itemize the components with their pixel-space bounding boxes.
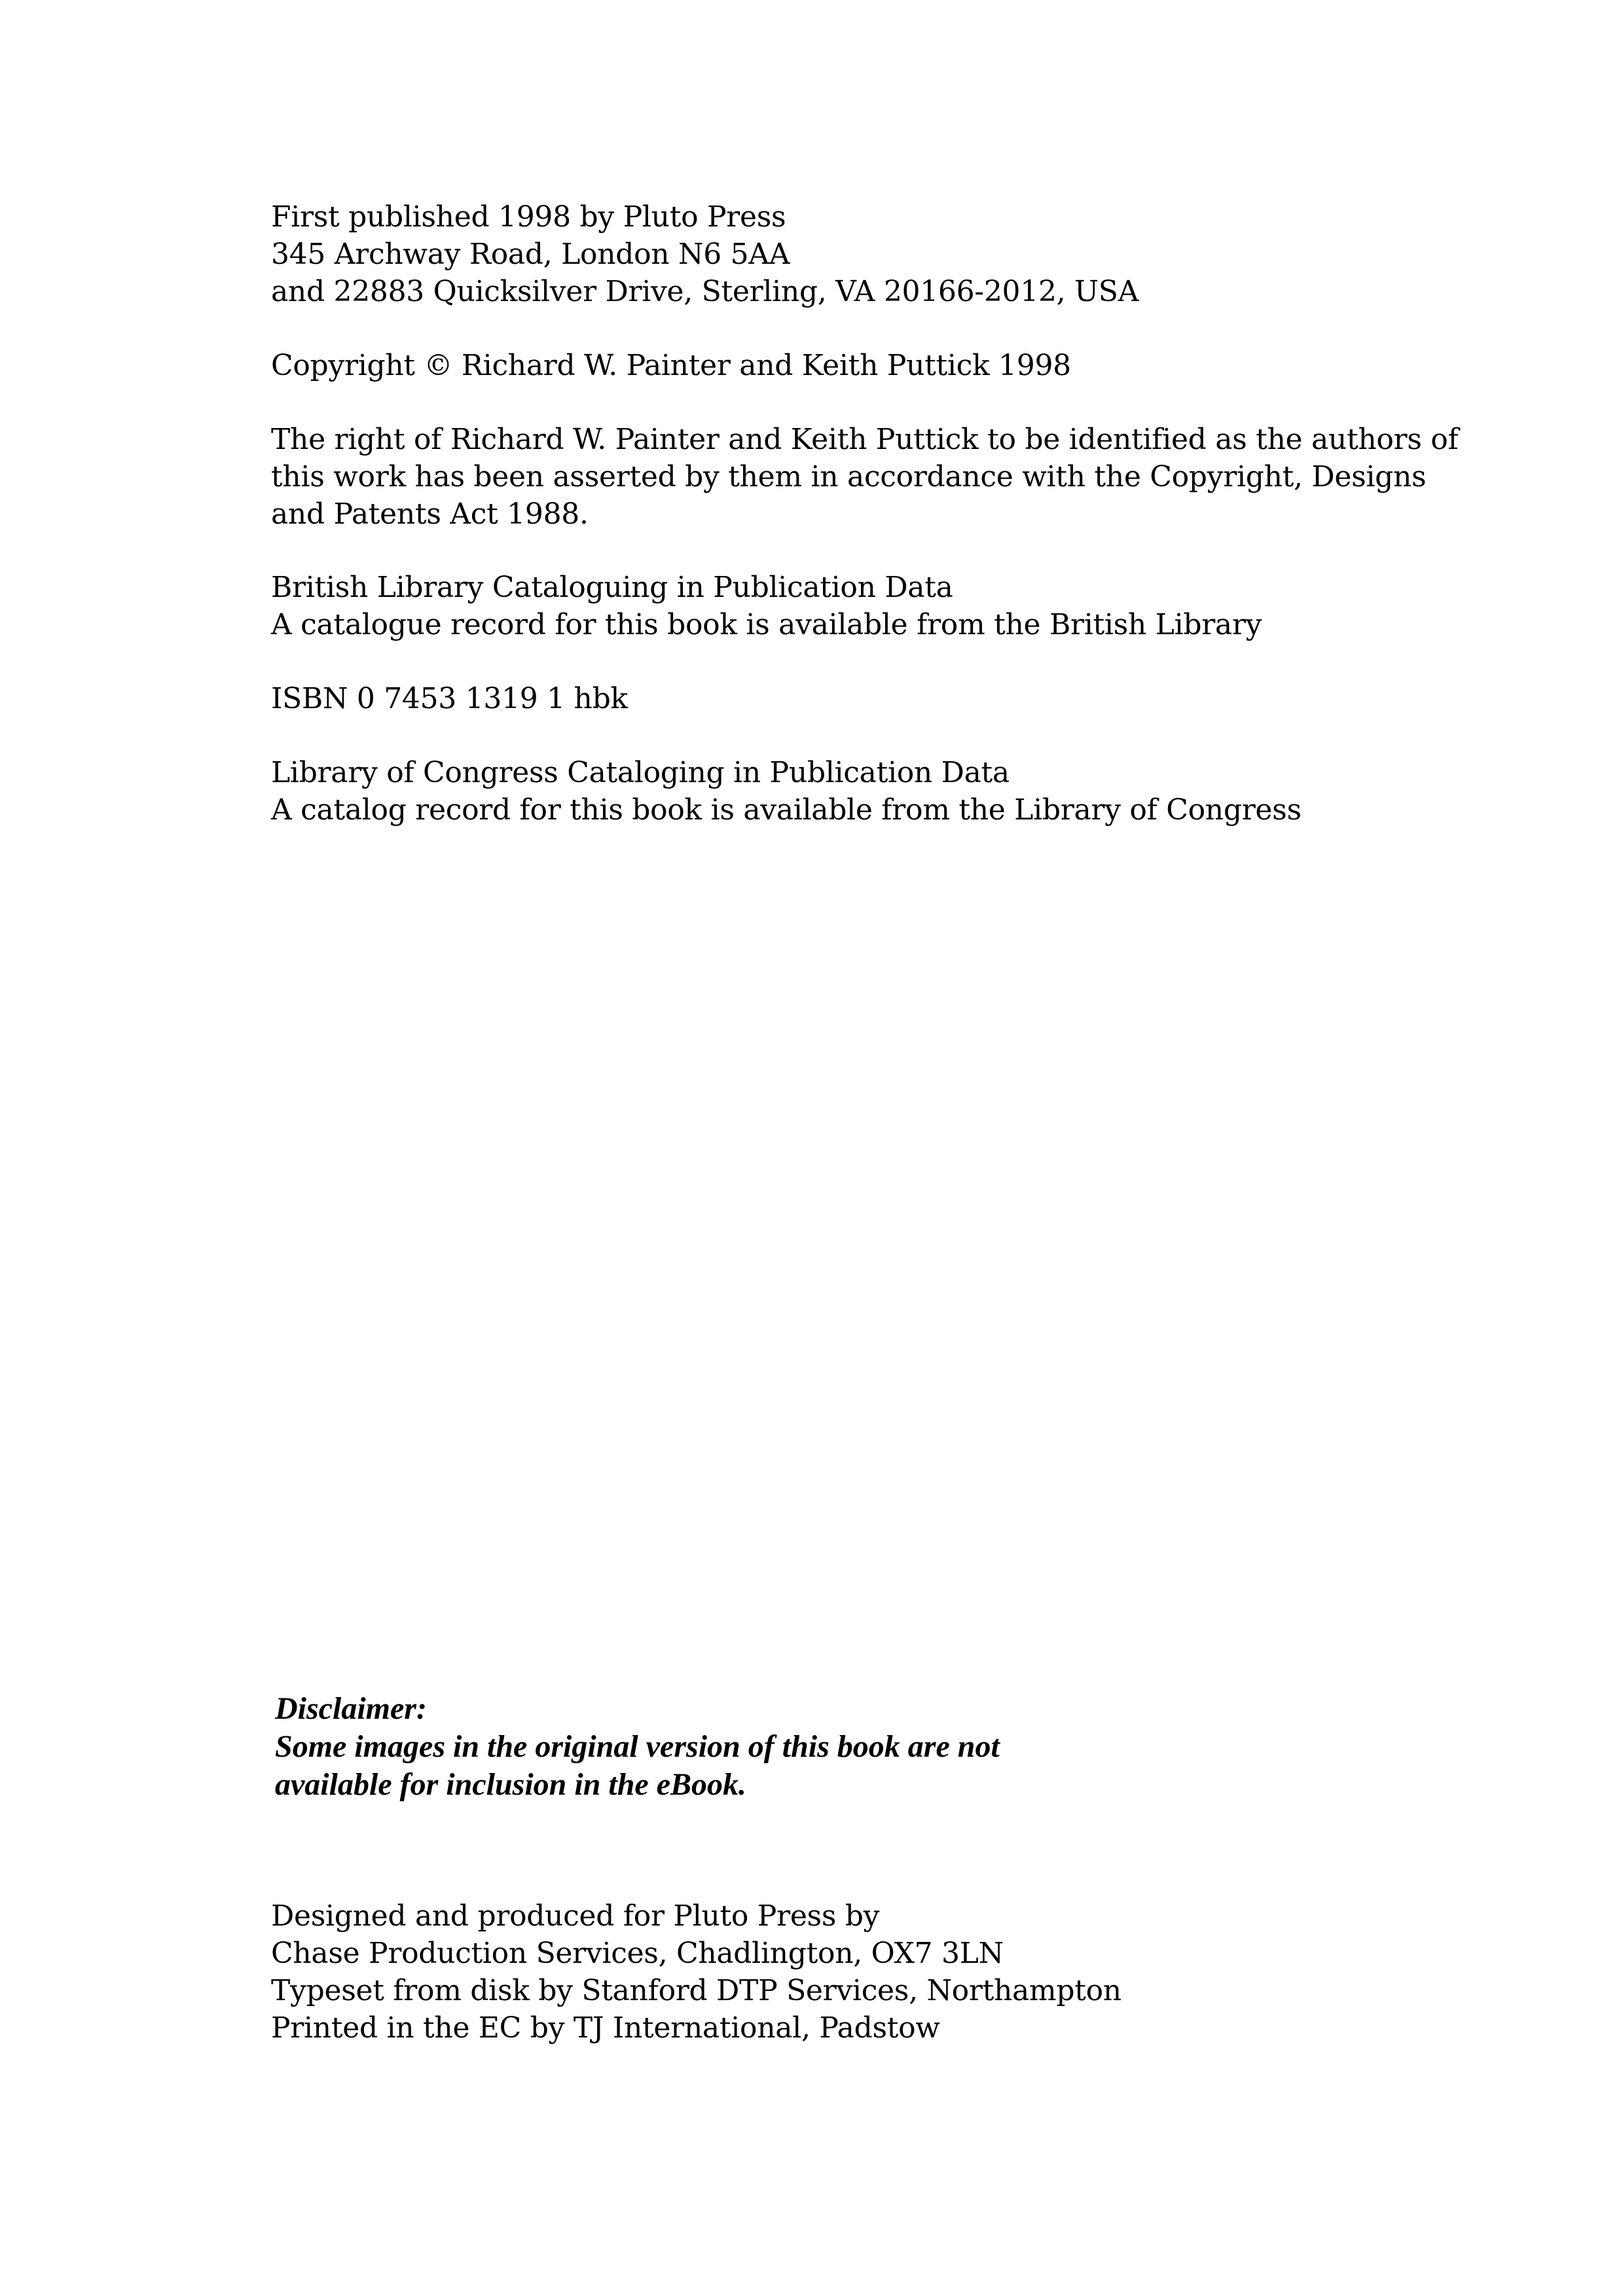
disclaimer-line-2: available for inclusion in the eBook. (275, 1767, 747, 1802)
isbn-block (271, 680, 1384, 717)
publisher-block (271, 198, 1384, 310)
isbn-number: ISBN 0 7453 1319 1 hbk (271, 682, 628, 715)
copyright-block (271, 347, 1384, 384)
copyright-notice: Copyright © Richard W. Painter and Keith Puttick 1998 (271, 349, 1071, 382)
publisher-address-us: and 22883 Quicksilver Drive, Sterling, VA 20166-2012, USA (271, 275, 1139, 308)
disclaimer-heading: Disclaimer: (275, 1691, 427, 1726)
library-of-congress-record: A catalog record for this book is available from the Library of Congress (271, 793, 1302, 827)
disclaimer-block (275, 1690, 1388, 1804)
library-of-congress-heading: Library of Congress Cataloging in Publication Data (271, 756, 1010, 789)
disclaimer-line-1: Some images in the original version of this book are not (275, 1729, 1000, 1764)
moral-rights-line-3: and Patents Act 1988. (271, 497, 589, 531)
production-credits-block (271, 1897, 1384, 2047)
british-library-heading: British Library Cataloguing in Publication Data (271, 571, 953, 604)
british-library-record: A catalogue record for this book is available from the British Library (271, 608, 1262, 641)
production-designed-by: Designed and produced for Pluto Press by (271, 1899, 880, 1933)
publisher-address-uk: 345 Archway Road, London N6 5AA (271, 238, 790, 271)
moral-rights-line-2: this work has been asserted by them in accordance with the Copyright, Designs (271, 460, 1427, 493)
moral-rights-block (271, 421, 1459, 533)
production-printer: Printed in the EC by TJ International, Padstow (271, 2011, 940, 2045)
first-published-line: First published 1998 by Pluto Press (271, 200, 786, 234)
production-company: Chase Production Services, Chadlington, OX7 3LN (271, 1937, 1004, 1970)
production-typeset: Typeset from disk by Stanford DTP Services, Northampton (271, 1974, 1122, 2007)
british-library-block (271, 569, 1384, 643)
library-of-congress-block (271, 754, 1384, 829)
moral-rights-line-1: The right of Richard W. Painter and Keith Puttick to be identified as the authors of (271, 423, 1459, 456)
